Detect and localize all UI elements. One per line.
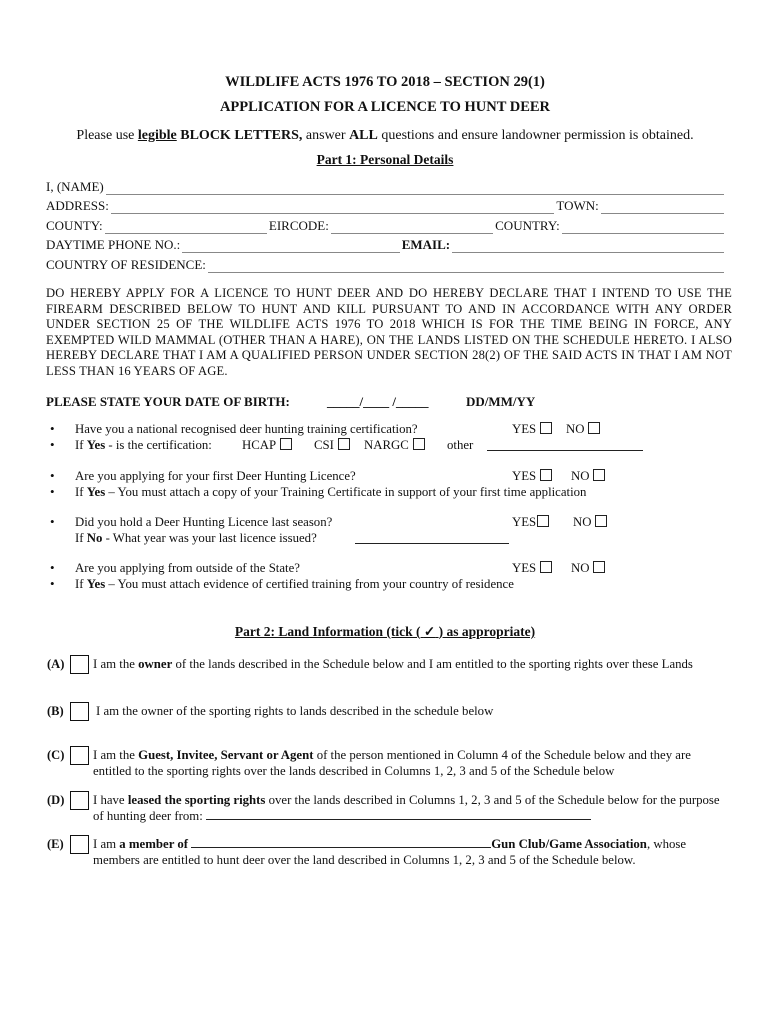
q2-sub-text: – You must attach a copy of your Training Certificate in support of your first time application bbox=[105, 485, 587, 499]
part2-heading bbox=[0, 624, 770, 640]
option-a-pre: I am the bbox=[93, 657, 139, 671]
q2-yes-label: YES bbox=[512, 469, 537, 483]
bullet-q3: • bbox=[50, 514, 55, 529]
q4-yes-bold: Yes bbox=[86, 577, 106, 591]
q4-if: If bbox=[75, 577, 87, 591]
option-d-text bbox=[93, 792, 725, 824]
town-field[interactable] bbox=[601, 202, 724, 214]
phone-field[interactable] bbox=[182, 241, 400, 253]
name-row bbox=[46, 179, 726, 195]
bullet-q4-sub: • bbox=[50, 576, 55, 591]
q1-no-checkbox[interactable] bbox=[588, 422, 600, 434]
option-b-checkbox[interactable] bbox=[70, 702, 89, 721]
cert-other-field[interactable] bbox=[487, 440, 643, 451]
q2-yes-checkbox[interactable] bbox=[540, 469, 552, 481]
option-b-text: I am the owner of the sporting rights to lands described in the schedule below bbox=[96, 704, 494, 718]
cert-other-label: other bbox=[447, 438, 474, 452]
intro-block-letters: BLOCK LETTERS, bbox=[176, 128, 303, 143]
option-c-label: (C) bbox=[47, 748, 65, 762]
cert-nargc-label: NARGC bbox=[364, 438, 409, 452]
q3-yes[interactable] bbox=[512, 515, 549, 530]
option-b-label: (B) bbox=[47, 704, 64, 718]
form-subtitle: APPLICATION FOR A LICENCE TO HUNT DEER bbox=[219, 99, 551, 115]
email-field[interactable] bbox=[452, 241, 724, 253]
declaration-text: DO HEREBY APPLY FOR A LICENCE TO HUNT DEER AND DO HEREBY DECLARE THAT I INTEND TO USE THE FIREARM DESCRIBED BELOW TO HUNT AND KILL PURSUANT TO AND IN ACCORDANCE WITH ANY ORDER UNDER SECTION 25 OF THE WILDLIFE ACTS 1976 TO 2018 WHICH IS FOR THE TIME BEING IN FORCE, ANY EXEMPTED WILD MAMMAL (OTHER THAN A HARE), ON THE LANDS LISTED ON THE SCHEDULE HERETO. I ALSO HEREBY DECLARE THAT I AM A QUALIFIED PERSON UNDER SECTION 28(2) OF THE SAID ACTS IN THAT I AM NOT LESS THAN 16 YEARS OF AGE. bbox=[46, 286, 732, 378]
option-a-bold: owner bbox=[138, 657, 173, 671]
option-d-pre: I have bbox=[93, 793, 128, 807]
option-e-text bbox=[93, 836, 725, 868]
cert-csi-checkbox[interactable] bbox=[338, 438, 350, 450]
question-first-licence: Are you applying for your first Deer Hunting Licence? bbox=[75, 469, 356, 483]
option-e-bold: a member of bbox=[119, 837, 188, 851]
q1-followup bbox=[75, 438, 212, 453]
bullet-q1: • bbox=[50, 421, 55, 436]
option-a-label: (A) bbox=[47, 657, 65, 671]
bullet-q2: • bbox=[50, 468, 55, 483]
q4-yes[interactable] bbox=[512, 561, 552, 576]
address-row bbox=[46, 198, 726, 214]
phone-row bbox=[46, 237, 726, 253]
residence-field[interactable] bbox=[208, 261, 724, 273]
cert-csi[interactable] bbox=[314, 438, 350, 453]
cert-hcap-label: HCAP bbox=[242, 438, 277, 452]
q4-followup bbox=[75, 577, 514, 592]
option-d-post: over the lands described in Columns 1, 2, 3 and 5 of the Schedule below for the purpose of hunting deer from: bbox=[93, 793, 720, 823]
q2-if: If bbox=[75, 485, 87, 499]
option-c-checkbox[interactable] bbox=[70, 746, 89, 765]
option-e-post: , whose members are entitled to hunt deer over the land described in Columns 1, 2, 3 and 5 of the Schedule below. bbox=[93, 837, 687, 867]
dob-format: DD/MM/YY bbox=[466, 394, 536, 409]
tick-icon: ✓ bbox=[423, 624, 436, 639]
intro-text: Please use bbox=[76, 128, 138, 143]
q4-yes-label: YES bbox=[512, 561, 537, 575]
question-outside-state: Are you applying from outside of the State? bbox=[75, 561, 300, 575]
q4-no[interactable] bbox=[571, 561, 605, 576]
name-label: I, (NAME) bbox=[46, 179, 104, 194]
q3-yes-checkbox[interactable] bbox=[537, 515, 549, 527]
county-row bbox=[46, 218, 726, 234]
name-field[interactable] bbox=[106, 183, 724, 195]
country-label: COUNTRY: bbox=[495, 218, 560, 233]
q1-yes[interactable] bbox=[512, 422, 552, 437]
option-d-bold: leased the sporting rights bbox=[127, 793, 266, 807]
option-a-post: of the lands described in the Schedule below and I am entitled to the sporting rights over these Lands bbox=[172, 657, 693, 671]
residence-label: COUNTRY OF RESIDENCE: bbox=[46, 257, 206, 272]
q1-no-label: NO bbox=[566, 422, 585, 436]
q3-yes-label: YES bbox=[512, 515, 537, 529]
q2-no-label: NO bbox=[571, 469, 590, 483]
address-label: ADDRESS: bbox=[46, 198, 109, 213]
dob-field[interactable]: _____/____ /_____ bbox=[327, 394, 429, 409]
last-licence-year-field[interactable] bbox=[355, 533, 509, 544]
town-label: TOWN: bbox=[556, 198, 599, 213]
q3-if: If bbox=[75, 531, 87, 545]
option-c-text bbox=[93, 747, 727, 779]
county-field[interactable] bbox=[105, 222, 267, 234]
part1-heading: Part 1: Personal Details bbox=[316, 152, 454, 167]
q4-no-checkbox[interactable] bbox=[593, 561, 605, 573]
bullet-q4: • bbox=[50, 560, 55, 575]
option-d-label: (D) bbox=[47, 793, 65, 807]
q1-yes-label: YES bbox=[512, 422, 537, 436]
intro-text-mid: answer bbox=[302, 128, 350, 143]
intro-all: ALL bbox=[349, 128, 378, 143]
phone-label: DAYTIME PHONE NO.: bbox=[46, 237, 181, 252]
q3-followup bbox=[75, 531, 317, 546]
email-label: EMAIL: bbox=[401, 237, 451, 252]
q2-yes-bold: Yes bbox=[86, 485, 106, 499]
option-e-checkbox[interactable] bbox=[70, 835, 89, 854]
intro-legible: legible bbox=[137, 128, 177, 143]
part2-heading-text: Part 2: Land Information (tick ( bbox=[234, 624, 421, 639]
option-e-label: (E) bbox=[47, 837, 64, 851]
q1-sub-text: - is the certification: bbox=[105, 438, 212, 452]
address-field[interactable] bbox=[111, 202, 555, 214]
cert-csi-label: CSI bbox=[314, 438, 334, 452]
option-c-pre: I am the bbox=[93, 748, 139, 762]
q3-sub-text: - What year was your last licence issued? bbox=[102, 531, 317, 545]
option-c-bold: Guest, Invitee, Servant or Agent bbox=[138, 748, 314, 762]
q3-no-bold: No bbox=[86, 531, 103, 545]
q4-yes-checkbox[interactable] bbox=[540, 561, 552, 573]
cert-hcap[interactable] bbox=[242, 438, 292, 453]
instructions bbox=[0, 128, 770, 144]
intro-text-end: questions and ensure landowner permission is obtained. bbox=[377, 128, 694, 143]
q2-yes[interactable] bbox=[512, 469, 552, 484]
q3-no-label: NO bbox=[573, 515, 592, 529]
club-name-field[interactable] bbox=[191, 837, 491, 848]
q3-no-checkbox[interactable] bbox=[595, 515, 607, 527]
form-title: WILDLIFE ACTS 1976 TO 2018 – SECTION 29(1) bbox=[225, 74, 545, 90]
county-label: COUNTY: bbox=[46, 218, 103, 233]
cert-nargc[interactable] bbox=[364, 438, 425, 453]
q2-no-checkbox[interactable] bbox=[593, 469, 605, 481]
question-training-cert: Have you a national recognised deer hunting training certification? bbox=[75, 422, 418, 436]
dob-label: PLEASE STATE YOUR DATE OF BIRTH: bbox=[46, 394, 290, 409]
option-c-post: of the person mentioned in Column 4 of the Schedule below and they are entitled to the sporting rights over the lands described in Columns 1, 2, 3 and 5 of the Schedule below bbox=[93, 748, 691, 778]
bullet-q2-sub: • bbox=[50, 484, 55, 499]
option-d-checkbox[interactable] bbox=[70, 791, 89, 810]
q4-sub-text: – You must attach evidence of certified training from your country of residence bbox=[105, 577, 514, 591]
q3-no[interactable] bbox=[573, 515, 607, 530]
cert-hcap-checkbox[interactable] bbox=[280, 438, 292, 450]
q2-no[interactable] bbox=[571, 469, 605, 484]
lease-from-field[interactable] bbox=[206, 809, 591, 820]
q1-if: If bbox=[75, 438, 87, 452]
country-field[interactable] bbox=[562, 222, 724, 234]
residence-row bbox=[46, 257, 726, 273]
q1-yes-bold: Yes bbox=[86, 438, 106, 452]
q4-no-label: NO bbox=[571, 561, 590, 575]
part2-heading-end: ) as appropriate) bbox=[438, 624, 536, 639]
cert-nargc-checkbox[interactable] bbox=[413, 438, 425, 450]
q2-followup bbox=[75, 485, 586, 500]
option-a-checkbox[interactable] bbox=[70, 655, 89, 674]
q1-no[interactable] bbox=[566, 422, 600, 437]
eircode-label: EIRCODE: bbox=[268, 218, 329, 233]
eircode-field[interactable] bbox=[331, 222, 493, 234]
bullet-q1-sub: • bbox=[50, 437, 55, 452]
option-e-pre: I am bbox=[93, 837, 120, 851]
option-a-text bbox=[93, 656, 725, 672]
option-e-bold2: Gun Club/Game Association bbox=[491, 837, 647, 851]
q1-yes-checkbox[interactable] bbox=[540, 422, 552, 434]
question-last-season: Did you hold a Deer Hunting Licence last season? bbox=[75, 515, 333, 529]
